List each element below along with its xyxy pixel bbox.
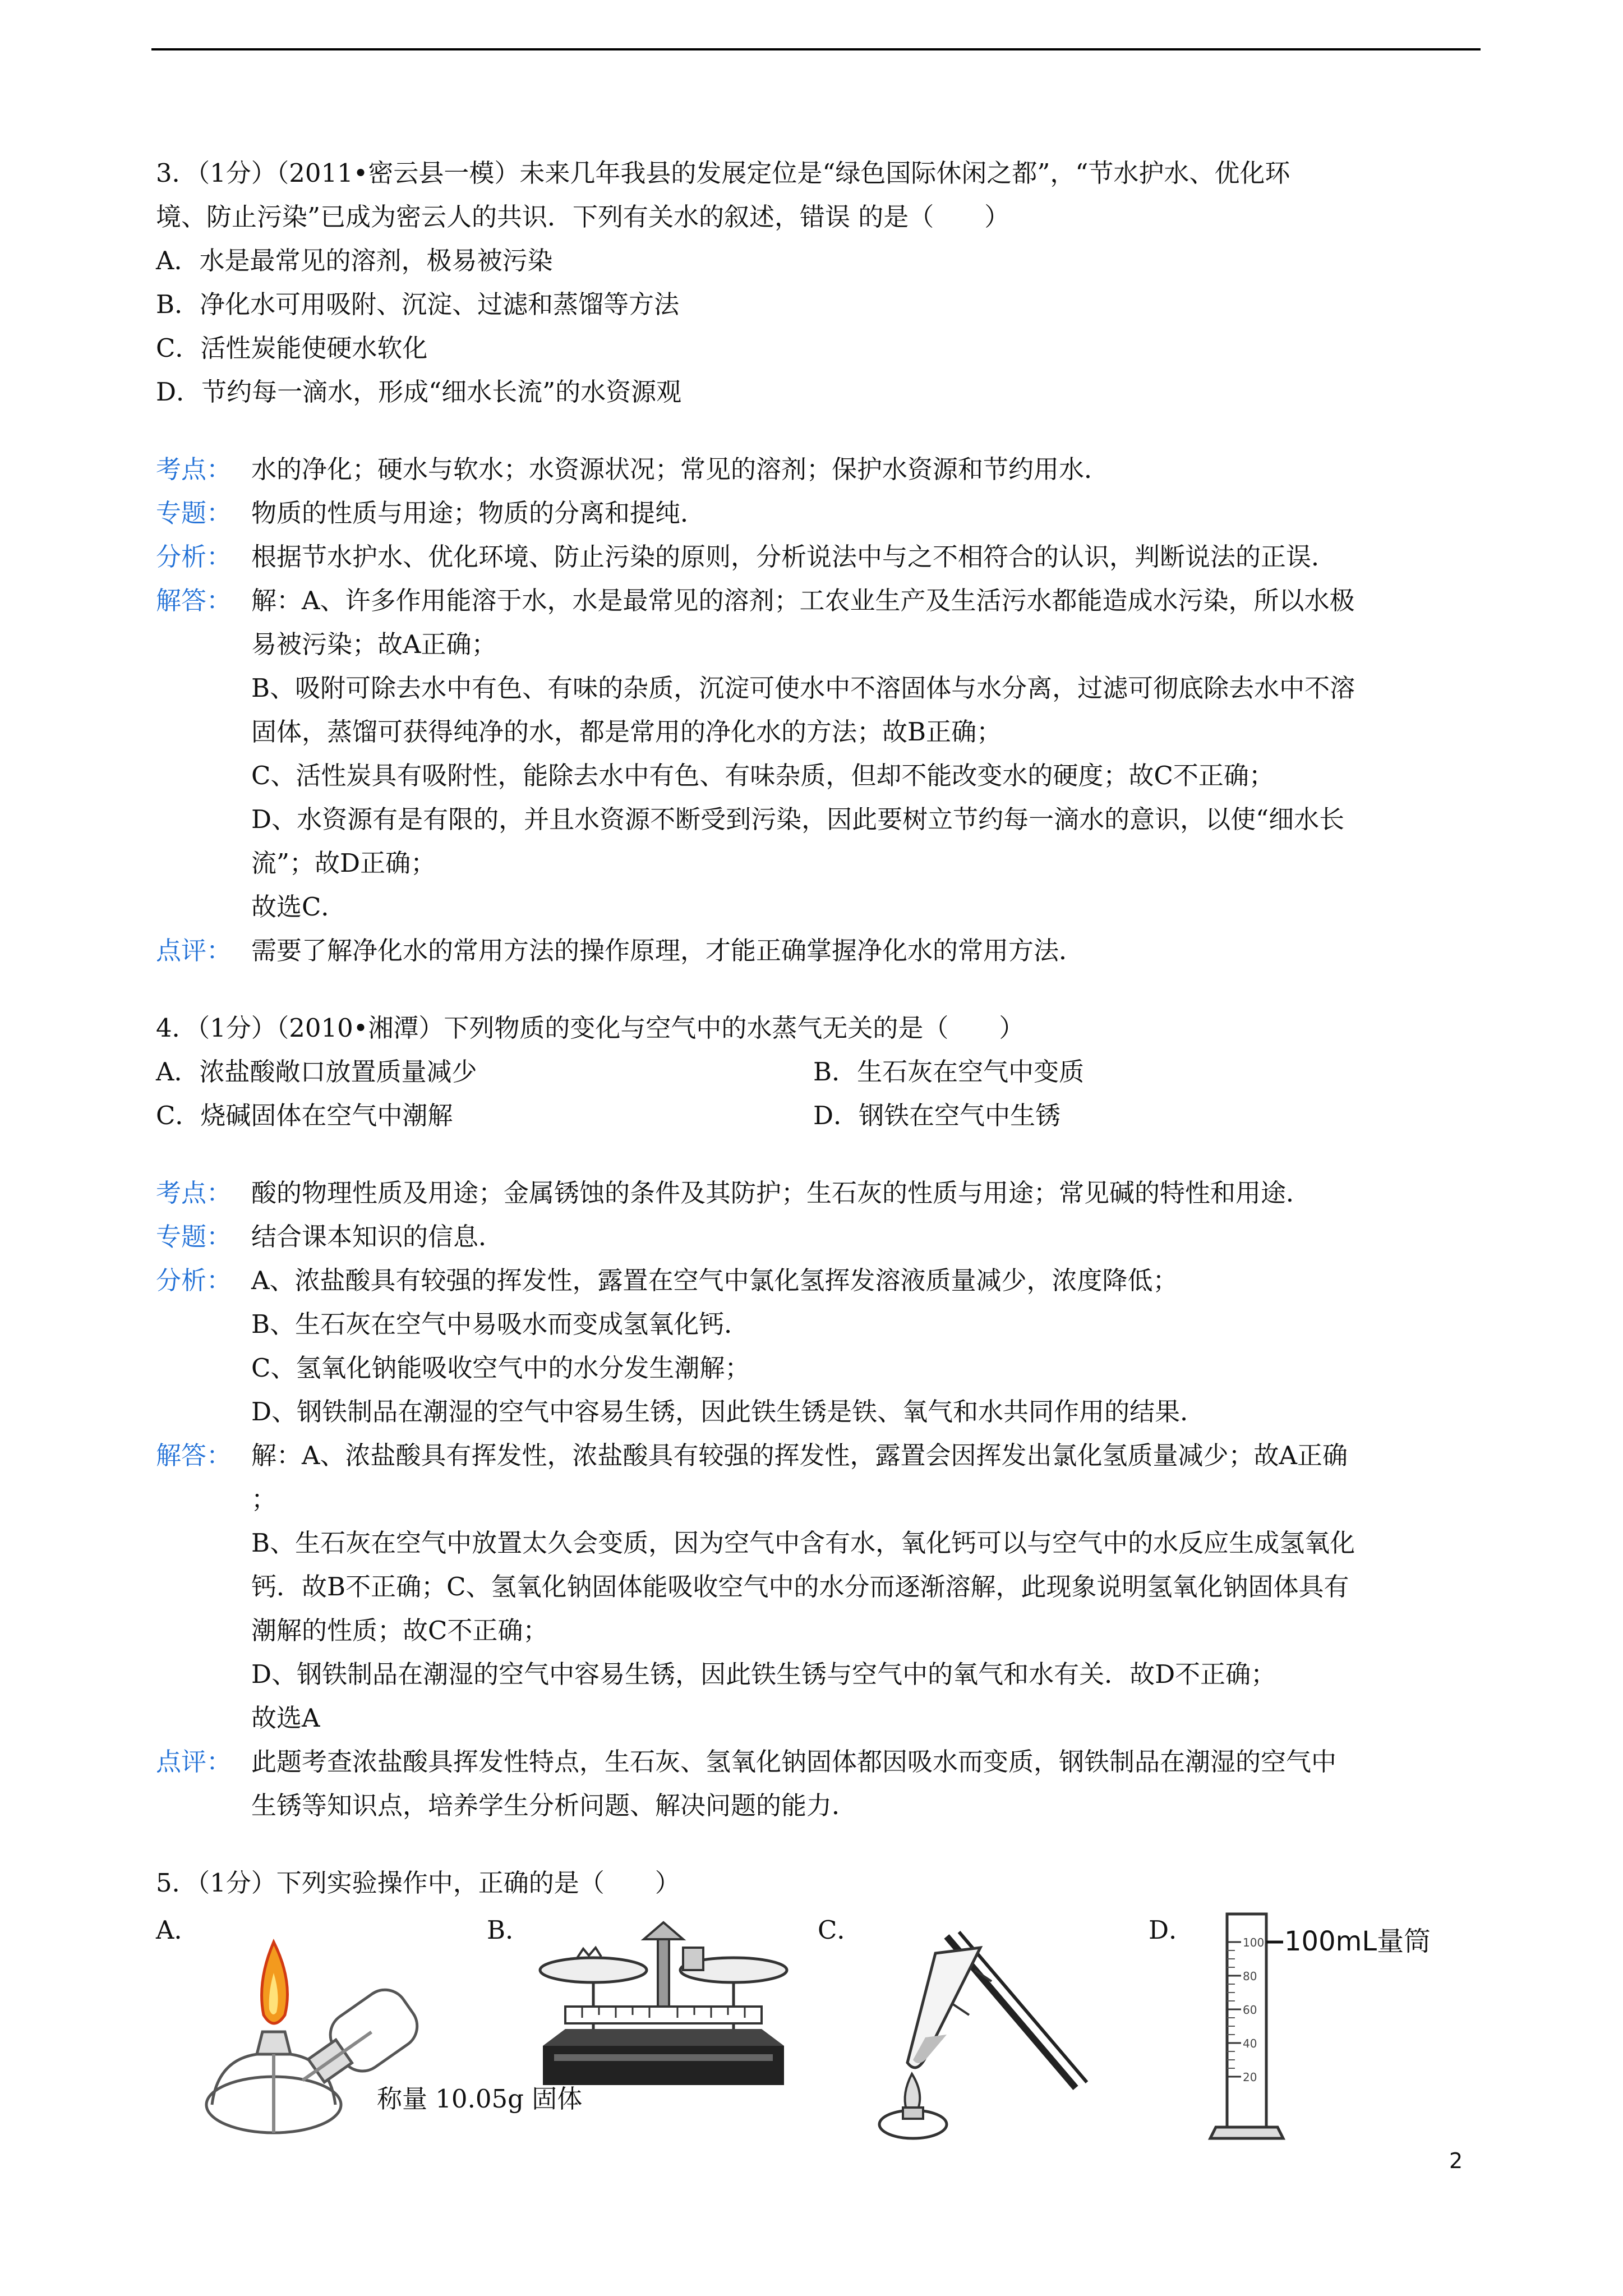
fenxi: 分析： A、浓盐酸具有较强的挥发性，露置在空气中氯化氢挥发溶液质量减少，浓度降低； B、生石灰在空气中易吸水而变成氢氧化钙． C、氢氧化钠能吸收空气中的水分发生潮解； D、钢铁制品在潮湿的空气中容易生锈，因此铁生锈是铁、氧气和水共同作用的结果． [156,1266,1206,1427]
image-option-d: D． 100mL量筒 100 80 60 40 20 [1149,1908,1479,2155]
image-option-a: A． [156,1908,487,2155]
option-a: A．浓盐酸敞口放置质量减少 [156,1057,477,1087]
cylinder-tick-label: 20 [1243,2070,1257,2084]
option-d: D．节约每一滴水，形成“细水长流”的水资源观 [156,377,682,407]
page-content [156,151,1481,2155]
cylinder-label: 100mL量筒 [1284,1926,1431,1957]
question-5 [156,1861,1481,2155]
option-c: C．烧碱固体在空气中潮解 [156,1101,453,1130]
zhuanti: 专题： 物质的性质与用途；物质的分离和提纯． [156,498,706,528]
option-a: A．水是最常见的溶剂，极易被污染 [156,246,553,275]
question-3-options [156,239,1481,414]
cylinder-tick-label: 80 [1243,1970,1257,1983]
option-d: D．钢铁在空气中生锈 [813,1101,1061,1130]
question-4-stem: 4．（1分）（2010•湘潭）下列物质的变化与空气中的水蒸气无关的是（ ） [156,1013,1025,1043]
test-tube-heating-icon [863,1920,1098,2144]
question-4-analysis [156,1171,1481,1828]
kaodian: 考点： 水的净化；硬水与软水；水资源状况；常见的溶剂；保护水资源和节约用水． [156,454,1110,484]
page-number: 2 [1449,2148,1463,2173]
cylinder-tick-label: 100 [1243,1936,1265,1949]
fenxi: 分析： 根据节水护水、优化环境、防止污染的原则，分析说法中与之不相符合的认识，判断说法的正误． [156,542,1337,572]
option-b-caption: 称量 10.05g 固体 [377,2084,583,2114]
question-4-options [156,1050,1481,1138]
option-b: B．净化水可用吸附、沉淀、过滤和蒸馏等方法 [156,289,680,319]
option-c: C．活性炭能使硬水软化 [156,333,428,363]
question-3-analysis [156,448,1481,973]
dianping: 点评： 此题考查浓盐酸具挥发性特点，生石灰、氢氧化钠固体都因吸水而变质，钢铁制品在潮湿的空气中 生锈等知识点，培养学生分析问题、解决问题的能力． [156,1747,1337,1820]
graduated-cylinder-icon [1193,1908,1451,2155]
image-option-b: B． [487,1908,818,2155]
cylinder-tick-label: 60 [1243,2003,1257,2017]
header-rule [151,48,1481,50]
jieda: 解答： 解：A、浓盐酸具有挥发性，浓盐酸具有较强的挥发性，露置会因挥发出氯化氢质量减少；故A正确 ； B、生石灰在空气中放置太久会变质，因为空气中含有水，氧化钙可以与空气中的水反应生成氢氧化 钙．故B不正确；C、氢氧化钠固体能吸收空气中的水分而逐渐溶解，此现象说明氢氧化钠固体具有 潮解的性质；故C不正确； D、钢铁制品在潮湿的空气中容易生锈，因此铁生锈与空气中的氧气和水有关．故D不正确； 故选A [156,1441,1355,1733]
cylinder-tick-label: 40 [1243,2037,1257,2050]
zhuanti: 专题： 结合课本知识的信息． [156,1222,504,1251]
question-5-image-options [156,1908,1481,2155]
question-4 [156,1006,1481,1828]
question-5-stem: 5．（1分）下列实验操作中，正确的是（ ） [156,1868,680,1898]
kaodian: 考点： 酸的物理性质及用途；金属锈蚀的条件及其防护；生石灰的性质与用途；常见碱的特性和用途． [156,1178,1312,1208]
question-3 [156,151,1481,973]
dianping: 点评： 需要了解净化水的常用方法的操作原理，才能正确掌握净化水的常用方法． [156,936,1085,965]
jieda: 解答： 解：A、许多作用能溶于水，水是最常见的溶剂；工农业生产及生活污水都能造成水污染，所以水极 易被污染；故A正确； B、吸附可除去水中有色、有味的杂质，沉淀可使水中不溶固体与水分离，过滤可彻底除去水中不溶 固体，蒸馏可获得纯净的水，都是常用的净化水的方法；故B正确； C、活性炭具有吸附性，能除去水中有色、有味杂质，但却不能改变水的硬度；故C不正确； D、水资源有是有限的，并且水资源不断受到污染，因此要树立节约每一滴水的意识，以使“细水长 流”；故D正确； 故选C． [156,586,1355,922]
question-3-stem: 3．（1分）（2011•密云县一模）未来几年我县的发展定位是“绿色国际休闲之都”，“节水护水、优化环 境、防止污染”已成为密云人的共识．下列有关水的叙述，错误 的是（ ） [156,158,1290,232]
option-b: B．生石灰在空气中变质 [813,1057,1085,1087]
image-option-c: C． [818,1908,1149,2155]
